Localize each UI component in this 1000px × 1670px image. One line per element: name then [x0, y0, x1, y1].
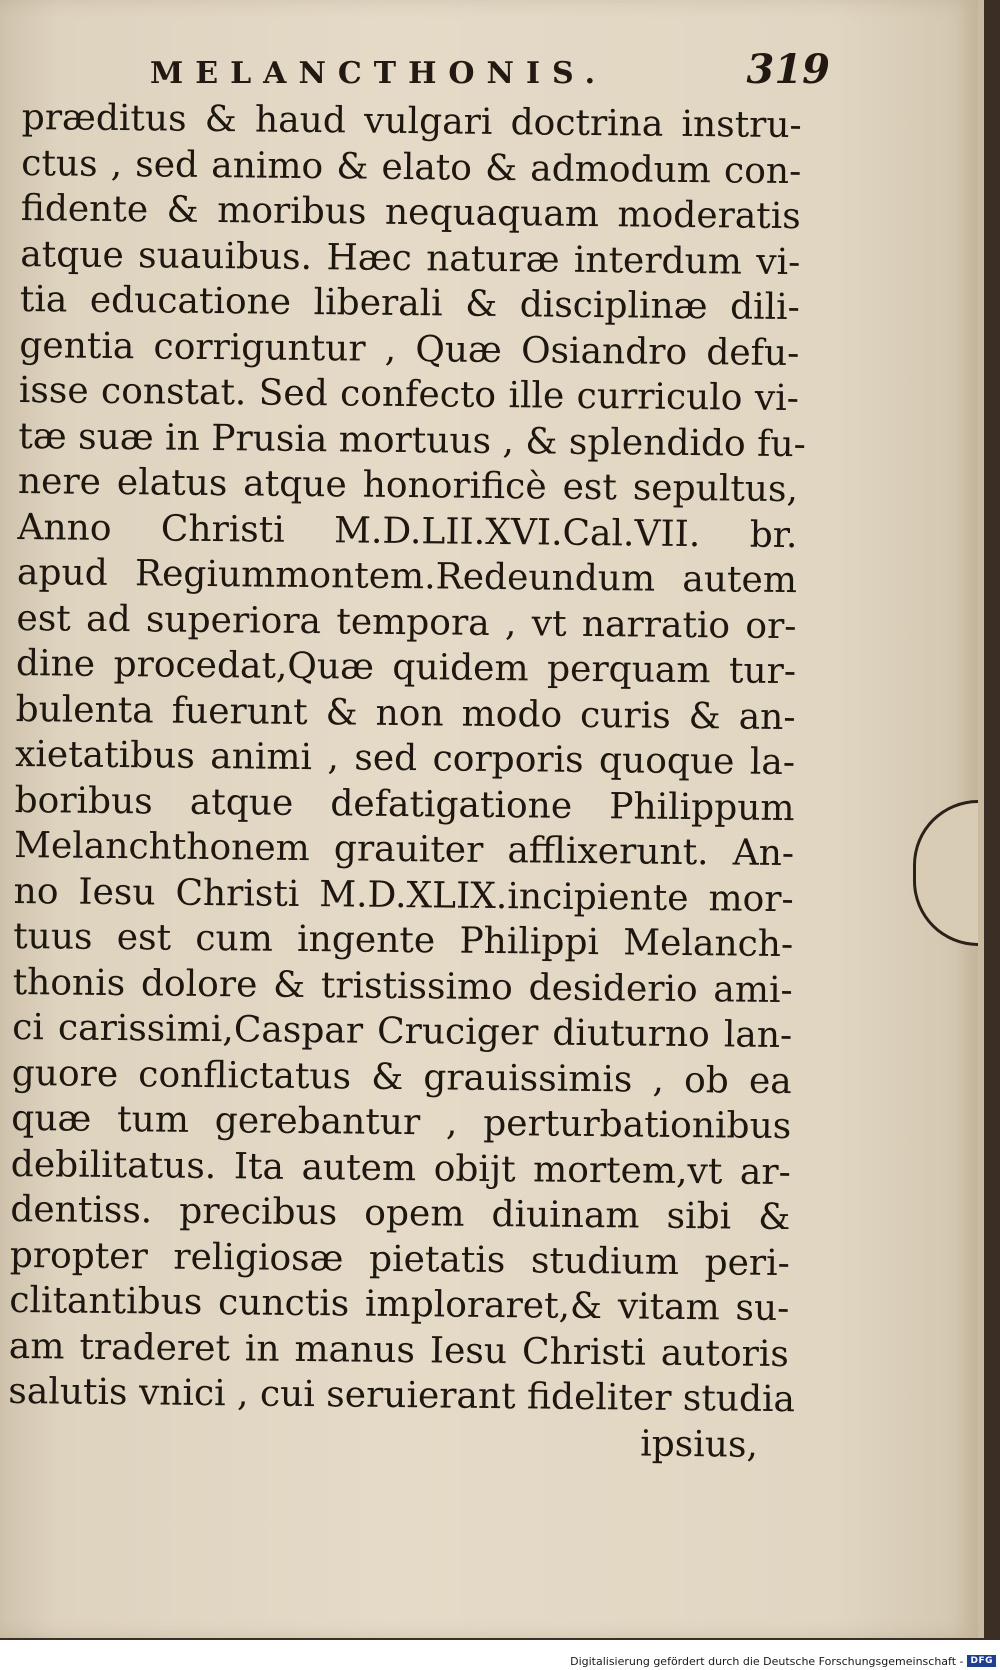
text-line: Anno Christi M.D.LII.XVI.Cal.VII. br. [17, 506, 798, 556]
text-line: clitantibus cunctis imploraret,& vitam su- [9, 1279, 790, 1330]
text-line: am traderet in manus Iesu Christi autoris [8, 1325, 790, 1375]
text-line: thonis dolore & tristissimo desiderio ami- [12, 961, 793, 1011]
page-header [150, 46, 830, 93]
body-text [8, 95, 807, 1468]
text-line: est ad superiora tempora , vt narratio or- [16, 597, 797, 647]
text-line: quæ tum gerebantur , perturbationibus [11, 1097, 792, 1148]
text-line: atque suauibus. Hæc naturæ interdum vi- [20, 233, 801, 283]
catchword-line: ipsius, [640, 1423, 759, 1466]
text-line: dentiss. precibus opem diuinam sibi & [10, 1188, 791, 1239]
text-line: guore conflictatus & grauissimis , ob ea [11, 1052, 792, 1102]
text-line: dine procedat,Quæ quidem perquam tur- [15, 642, 797, 693]
digitization-footer [0, 1652, 1000, 1670]
running-head: MELANCTHONIS. [150, 56, 608, 91]
digitization-credit: Digitalisierung gefördert durch die Deutsche Forschungsgemeinschaft - [570, 1654, 964, 1668]
text-line: ci carissimi,Caspar Cruciger diuturno lan- [12, 1006, 793, 1057]
text-line: fidente & moribus nequaquam moderatis [20, 187, 801, 238]
page-number: 319 [746, 46, 830, 93]
text-line: nere elatus atque honorificè est sepultus, [17, 460, 799, 511]
text-line: ctus , sed animo & elato & admodum con- [21, 142, 802, 192]
text-line: no Iesu Christi M.D.XLIX.incipiente mor- [13, 870, 794, 920]
text-line: bulenta fuerunt & non modo curis & an- [15, 688, 796, 738]
text-line: tæ suæ in Prusia mortuus , & splendido fu- [18, 415, 807, 465]
text-line: tia educatione liberali & disciplinæ dili- [19, 278, 801, 329]
text-line: isse constat. Sed confecto ille curriculo vi- [18, 369, 800, 420]
text-line: apud Regiummontem.Redeundum autem [16, 551, 798, 602]
text-line: præditus & haud vulgari doctrina instru- [21, 96, 802, 147]
text-line: Melanchthonem grauiter afflixerunt. An- [13, 824, 795, 875]
text-line: gentia corriguntur , Quæ Osiandro defu- [19, 324, 800, 374]
text-line: tuus est cum ingente Philippi Melanch- [12, 915, 794, 966]
text-line: propter religiosæ pietatis studium peri- [9, 1234, 791, 1284]
text-line: boribus atque defatigatione Philippum [14, 779, 795, 829]
text-line: xietatibus animi , sed corporis quoque la- [14, 733, 796, 784]
text-line: debilitatus. Ita autem obijt mortem,vt ar- [10, 1143, 791, 1193]
dfg-logo: DFG [967, 1655, 996, 1667]
text-line: salutis vnici , cui seruierant fideliter studia [8, 1370, 796, 1421]
page-clip-tab [913, 800, 978, 946]
